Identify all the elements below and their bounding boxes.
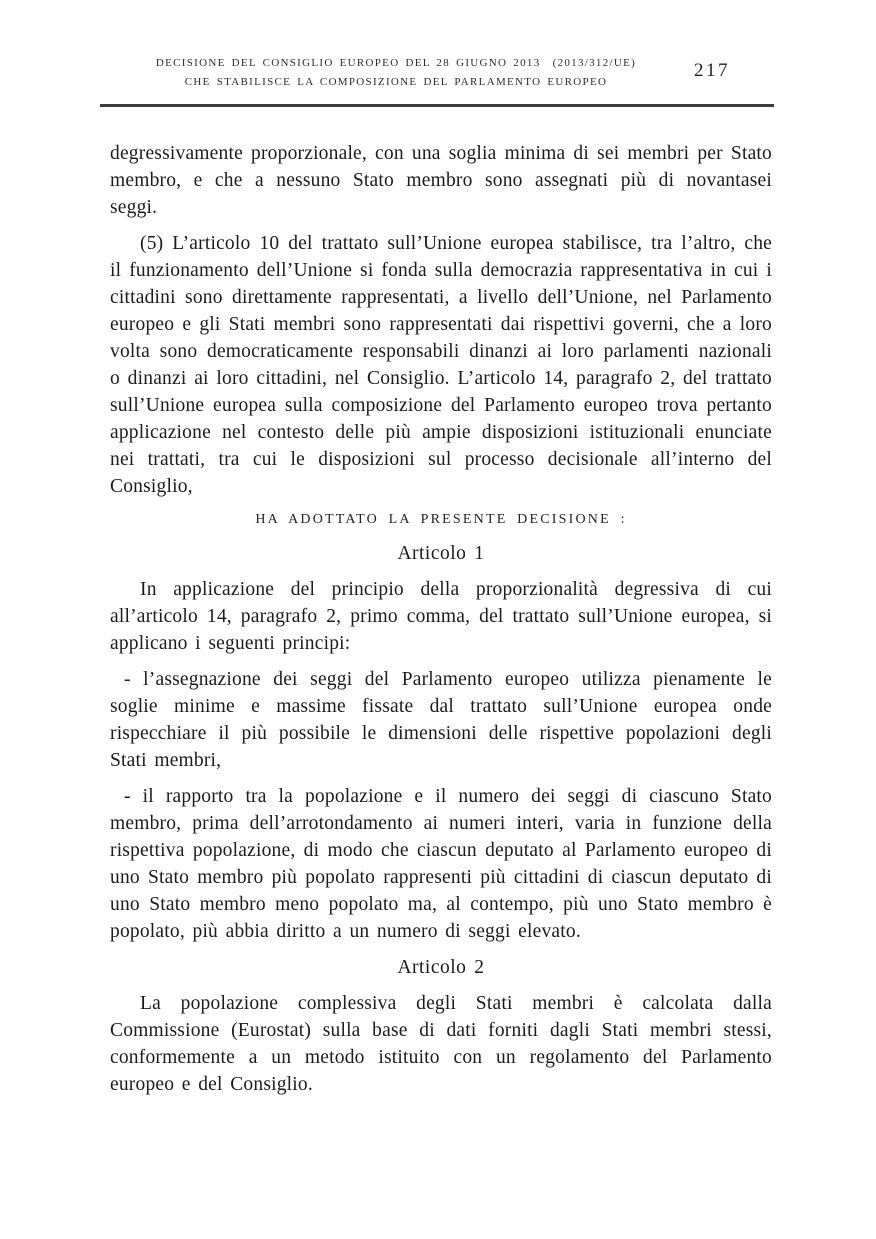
running-header-line1: DECISIONE DEL CONSIGLIO EUROPEO DEL 28 GIUGNO 2013 (2013/312/UE) [155,57,637,69]
paragraph-continuation: degressivamente proporzionale, con una soglia minima di sei membri per Stato membro, e che a nessuno Stato membro sono assegnati più di novantasei seggi. [110,143,772,218]
article-1-heading: Articolo 1 [397,543,485,564]
decision-formula: HA ADOTTATO LA PRESENTE DECISIONE : [255,512,627,527]
page-number: 217 [694,60,730,81]
document-body [110,140,772,1098]
paragraph-recital-5: (5) L’articolo 10 del trattato sull’Unione europea stabilisce, tra l’altro, che il funzionamento dell’Unione si fonda sulla democrazia rappresentativa in cui i cittadini sono direttamente rappresentati, a livello dell’Unione, nel Parlamento europeo e gli Stati membri sono rappresentati dai rispettivi governi, che a loro volta sono democraticamente responsabili dinanzi ai loro parlamenti nazionali o dinanzi ai loro cittadini, nel Consiglio. L’articolo 14, paragrafo 2, del trattato sull’Unione europea sulla composizione del Parlamento europeo trova pertanto applicazione nel contesto delle più ampie disposizioni istituzionali enunciate nei trattati, tra cui le disposizioni sul processo decisionale all’interno del Consiglio, [110,233,772,497]
running-header-line2: CHE STABILISCE LA COMPOSIZIONE DEL PARLAMENTO EUROPEO [184,76,608,88]
article-2-paragraph: La popolazione complessiva degli Stati membri è calcolata dalla Commissione (Eurostat) sulla base di dati forniti dagli Stati membri stessi, conformemente a un metodo istituito con un regolamento del Parlamento europeo e del Consiglio. [110,993,772,1095]
article-1-bullet-1: - l’assegnazione dei seggi del Parlamento europeo utilizza pienamente le soglie minime e massime fissate dal trattato sull’Unione europea onde rispecchiare il più possibile le dimensioni delle rispettive popolazioni degli Stati membri, [110,669,772,771]
article-1-bullet-2: - il rapporto tra la popolazione e il numero dei seggi di ciascuno Stato membro, prima dell’arrotondamento ai numeri interi, varia in funzione della rispettiva popolazione, di modo che ciascun deputato al Parlamento europeo di uno Stato membro più popolato rappresenti più cittadini di ciascun deputato di uno Stato membro meno popolato ma, al contempo, più uno Stato membro è popolato, più abbia diritto a un numero di seggi elevato. [110,786,772,942]
article-1-intro: In applicazione del principio della proporzionalità degressiva di cui all’articolo 14, paragrafo 2, primo comma, del trattato sull’Unione europea, si applicano i seguenti principi: [110,579,772,654]
running-header [110,54,772,92]
article-2-heading: Articolo 2 [397,957,485,978]
header-rule [100,104,774,107]
